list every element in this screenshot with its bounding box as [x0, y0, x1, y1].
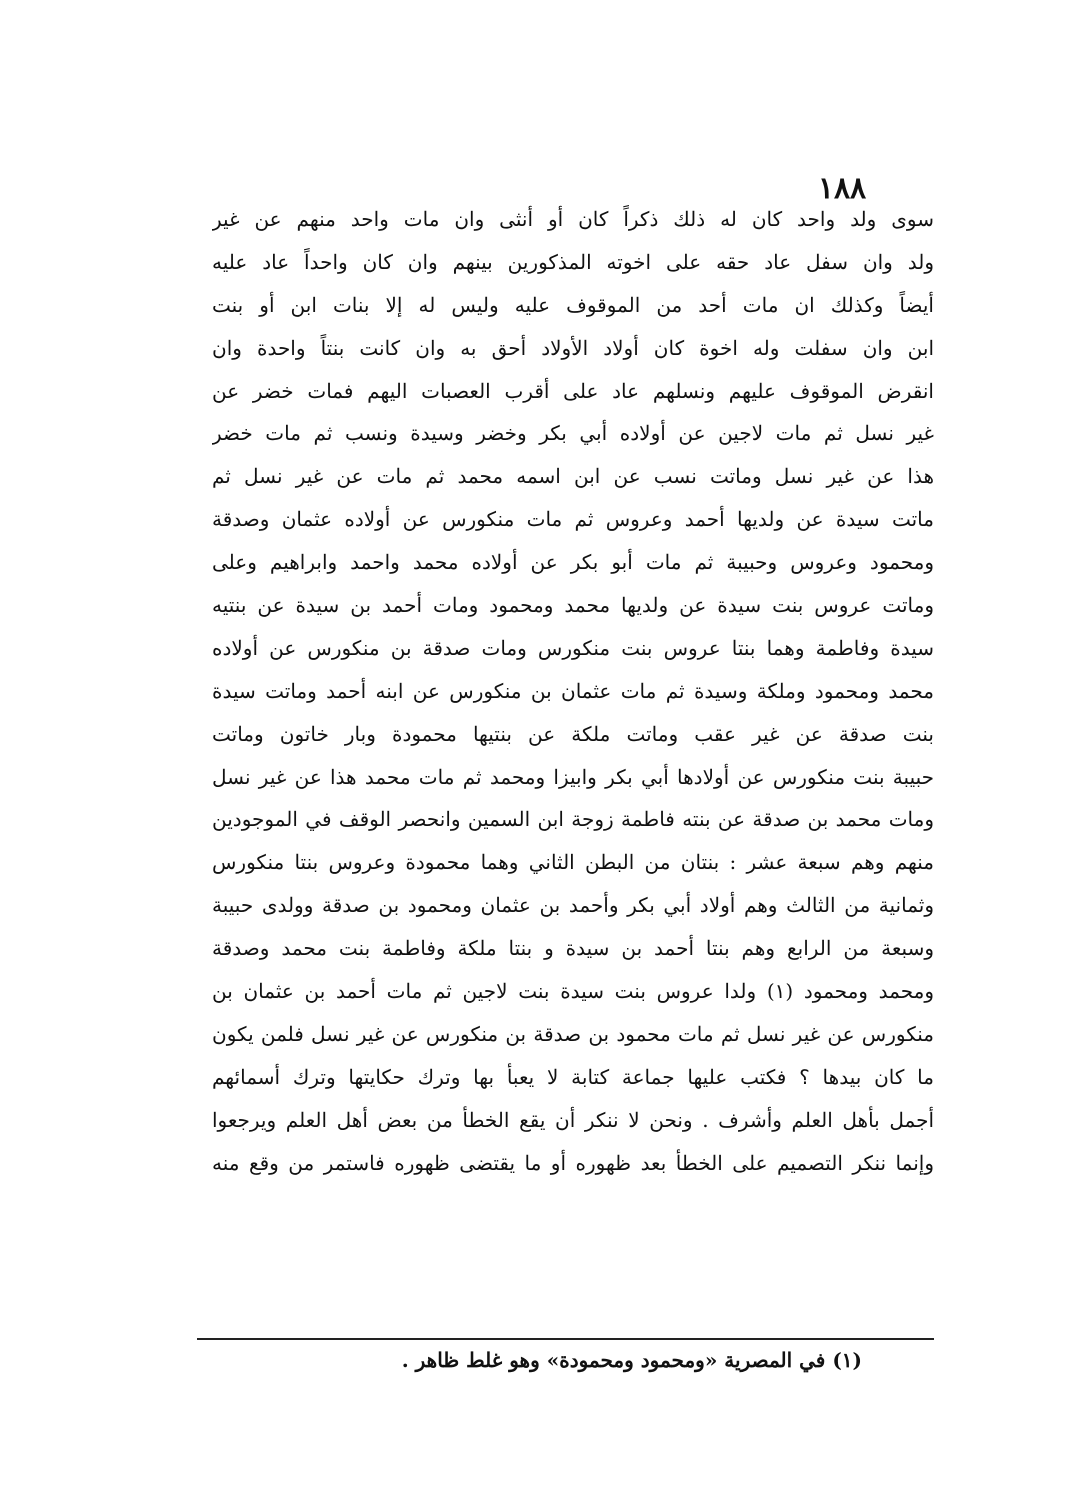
- text-line: سيدة وفاطمة وهما بنتا عروس بنت منكورس ومات صدقة بن منكورس عن أولاده: [212, 635, 934, 660]
- text-line: ولد وان سفل عاد حقه على اخوته المذكورين بينهم وان كان واحداً عاد عليه: [212, 249, 934, 274]
- text-line: ومحمود وعروس وحبيبة ثم مات أبو بكر عن أولاده محمد واحمد وابراهيم وعلى: [212, 550, 934, 575]
- text-line: ماتت سيدة عن ولديها أحمد وعروس ثم مات منكورس عن أولاده عثمان وصدقة: [212, 507, 934, 532]
- text-line: وإنما ننكر التصميم على الخطأ بعد ظهوره أو ما يقتضى ظهوره فاستمر من وقع منه: [212, 1150, 934, 1175]
- text-line: حبيبة بنت منكورس عن أولادها أبي بكر وابيزا ومحمد ثم مات محمد هذا عن غير نسل: [212, 764, 934, 789]
- text-line: انقرض الموقوف عليهم ونسلهم عاد على أقرب العصبات اليهم فمات خضر عن: [212, 378, 934, 403]
- text-line: سوى ولد واحد كان له ذلك ذكراً كان أو أنثى وان مات واحد منهم عن غير: [212, 207, 934, 231]
- text-line: أجمل بأهل العلم وأشرف . ونحن لا ننكر أن يقع الخطأ من بعض أهل العلم ويرجعوا: [212, 1107, 934, 1132]
- text-line: بنت صدقة عن غير عقب وماتت ملكة عن بنتيها محمودة وبار خاتون وماتت: [212, 721, 934, 746]
- page-number: ١٨٨: [817, 171, 867, 206]
- text-line: غير نسل ثم مات لاجين عن أولاده أبي بكر وخضر وسيدة ونسب ثم مات خضر: [212, 421, 934, 446]
- text-line: وسبعة من الرابع وهم بنتا أحمد بن سيدة و بنتا ملكة وفاطمة بنت محمد وصدقة: [212, 936, 934, 961]
- text-line: ما كان بيدها ؟ فكتب عليها جماعة كتابة لا يعبأ بها وترك حكايتها وترك أسمائهم: [212, 1064, 934, 1089]
- footnote: (١) في المصرية «ومحمود ومحمودة» وهو غلط ظاهر .: [401, 1348, 862, 1372]
- text-line: منكورس عن غير نسل ثم مات محمود بن صدقة بن منكورس عن غير نسل فلمن يكون: [212, 1021, 934, 1046]
- text-line: ابن وان سفلت وله اخوة كان أولاد الأولاد أحق به وان كانت بنتاً واحدة وان: [212, 335, 934, 360]
- footnote-divider: [197, 1338, 934, 1340]
- text-line: هذا عن غير نسل وماتت نسب عن ابن اسمه محمد ثم مات عن غير نسل ثم: [212, 464, 934, 489]
- text-line: وثمانية من الثالث وهم أولاد أبي بكر وأحمد بن عثمان ومحمود بن صدقة وولدى حبيبة: [212, 893, 934, 918]
- text-line: أيضاً وكذلك ان مات أحد من الموقوف عليه وليس له إلا بنات ابن أو بنت: [212, 292, 934, 317]
- text-line: وماتت عروس بنت سيدة عن ولديها محمد ومحمود ومات أحمد بن سيدة عن بنتيه: [212, 593, 934, 618]
- text-line: محمد ومحمود وملكة وسيدة ثم مات عثمان بن منكورس عن ابنه أحمد وماتت سيدة: [212, 678, 934, 703]
- text-line: منهم وهم سبعة عشر : بنتان من البطن الثاني وهما محمودة وعروس بنتا منكورس: [212, 850, 934, 875]
- text-line: ومات محمد بن صدقة عن بنته فاطمة زوجة ابن السمين وانحصر الوقف في الموجودين: [212, 807, 934, 832]
- text-line: ومحمد ومحمود (١) ولدا عروس بنت سيدة بنت لاجين ثم مات أحمد بن عثمان بن: [212, 979, 934, 1004]
- main-text-block: [212, 198, 934, 1184]
